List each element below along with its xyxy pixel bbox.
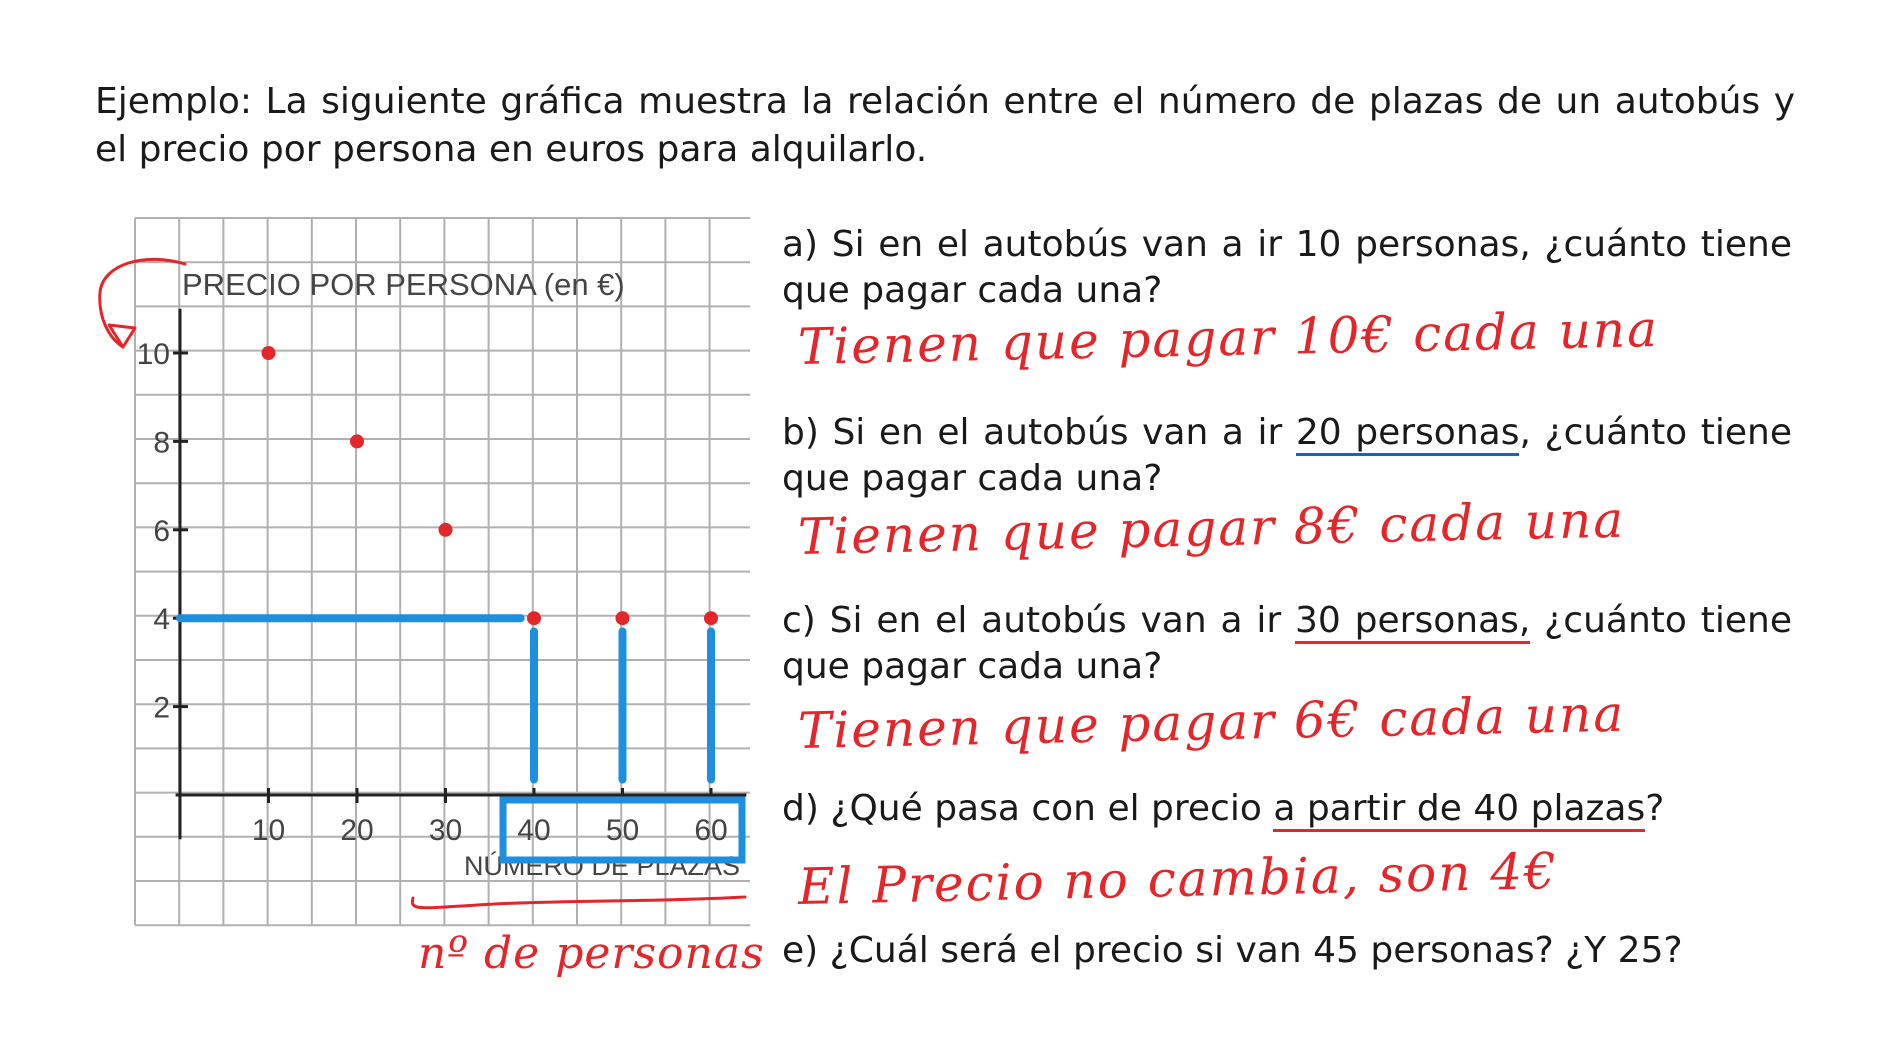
question-b-pre: b) Si en el autobús van a ir [782,412,1296,453]
question-e [782,928,1792,974]
question-b-highlight: 20 personas [1296,412,1520,456]
data-point [439,523,453,537]
x-tick-label: 20 [340,814,374,847]
question-c-pre: c) Si en el autobús van a ir [782,600,1296,641]
question-d-highlight: a partir de 40 plazas [1273,788,1645,832]
data-point [350,434,364,448]
annotation-underline [412,897,745,908]
y-tick-label: 8 [153,426,170,460]
question-e-text: e) ¿Cuál será el precio si van 45 personas? ¿Y 25? [782,930,1683,971]
question-c [782,598,1792,690]
x-tick-label: 40 [517,814,551,847]
question-c-post: ¿cuánto tiene que pagar cada una? [782,600,1792,687]
answer-c: Tienen que pagar 6€ cada una [797,684,1626,760]
y-tick-label: 10 [136,338,170,371]
data-point [704,611,718,625]
question-c-highlight: 30 personas, [1295,600,1530,644]
answer-b: Tienen que pagar 8€ cada una [797,490,1626,566]
y-tick-label: 2 [153,691,170,725]
question-b [782,410,1792,502]
question-b-post: , ¿cuánto tiene que pagar cada una? [782,412,1793,499]
scatter-chart [95,200,755,945]
answer-d: El Precio no cambia, son 4€ [797,842,1559,916]
data-point [616,611,630,625]
x-axis-label: NÚMERO DE PLAZAS [463,851,740,881]
x-tick-label: 60 [694,814,728,847]
data-point [527,611,541,625]
x-tick-label: 50 [605,814,640,847]
data-point [262,346,276,360]
question-d-post: ? [1645,788,1665,829]
y-tick-label: 6 [153,514,170,548]
intro-text: Ejemplo: La siguiente gráfica muestra la relación entre el número de plazas de un autobús y el precio por persona en euros para alquilarlo. [95,81,1795,170]
answer-a: Tienen que pagar 10€ cada una [797,299,1660,376]
handwritten-note-personas: nº de personas [418,928,765,979]
x-tick-label: 10 [251,814,286,847]
question-d [782,786,1792,832]
annotation-curved-arrow [100,259,185,347]
chart-title: PRECIO POR PERSONA (en €) [182,267,625,302]
question-d-pre: d) ¿Qué pasa con el precio [782,788,1274,829]
y-tick-label: 4 [153,603,170,637]
question-a-text: a) Si en el autobús van a ir 10 personas, ¿cuánto tiene que pagar cada una? [782,224,1792,311]
x-tick-label: 30 [428,814,463,847]
